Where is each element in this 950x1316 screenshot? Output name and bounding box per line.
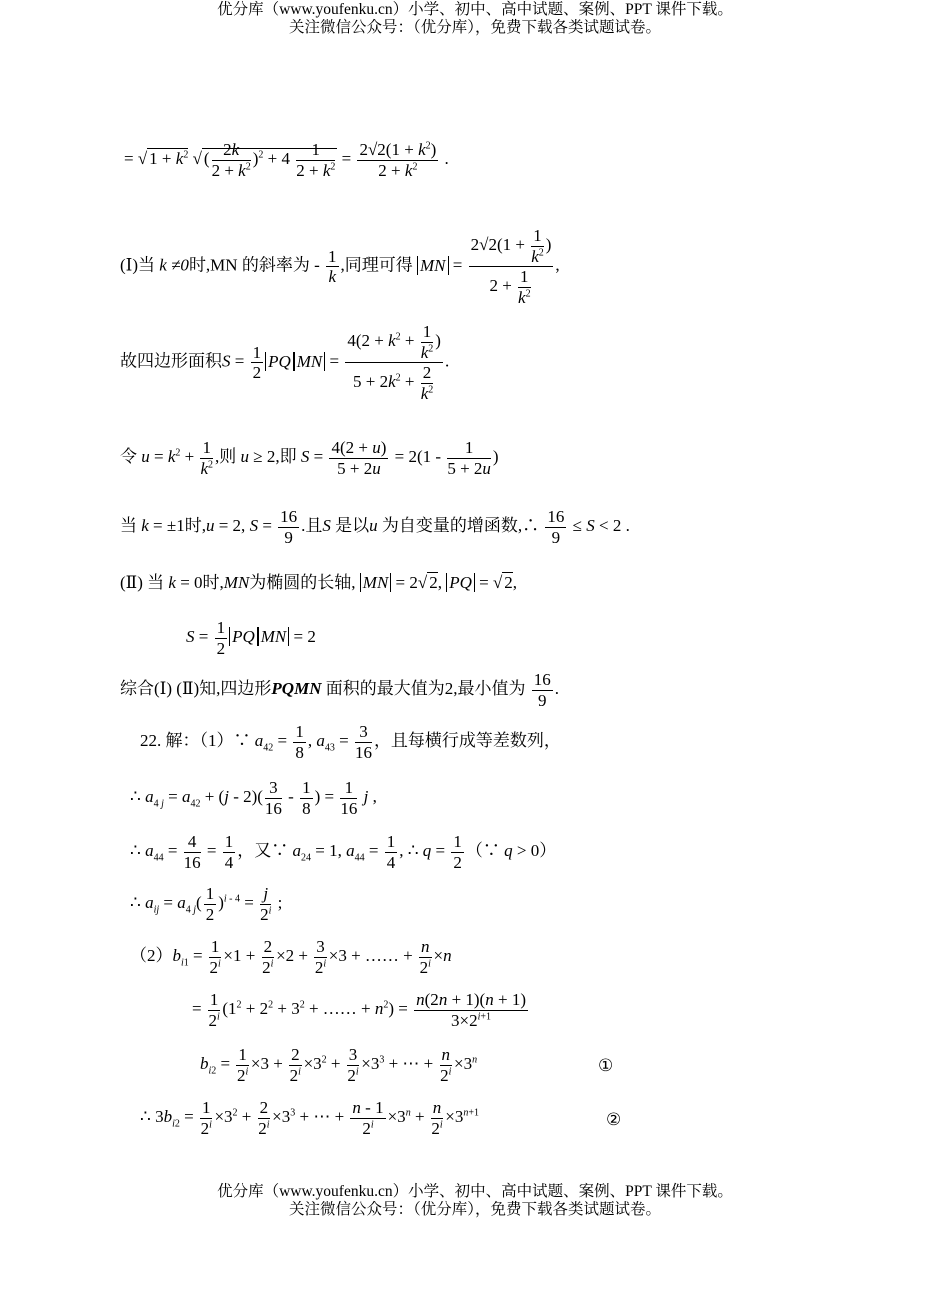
bi2-line: $b_{i2}$ = $\frac{1}{2^i}$ ×3 + $\frac{2}{2^i}$ $\times 3^2$ + $\frac{3}{2^i}$ $\times 3^3$ + ⋯ + $\frac{n}{2^i}$ $\times 3^n$ bbox=[200, 1045, 478, 1085]
case-one-same: ,同理可得 bbox=[340, 255, 413, 275]
summary-line: 综合(Ⅰ) (Ⅱ)知,四边形PQMN 面积的最大值为2,最小值为 $\frac{16}{9}$ . bbox=[120, 670, 559, 710]
when-mid: 时, bbox=[184, 515, 206, 535]
equation-mark-one: ① bbox=[598, 1056, 614, 1075]
area-prefix: 故四边形面积 bbox=[120, 351, 222, 371]
case-two-mid: 时, bbox=[202, 573, 224, 592]
substitution-line: 令 $u = k^2$ + $\frac{1}{k^2}$ ,则 u ≥ 2,即 S = $\frac{4(2 + u)}{5 + 2u}$ = 2(1 - $\frac{1}{5 + 2u}$ ) bbox=[120, 438, 499, 478]
footer-line-2: 关注微信公众号：（优分库），免费下载各类试题试卷。 bbox=[288, 1201, 661, 1218]
s-equals-two-line: S = $\frac{1}{2}$ PQ MN = 2 bbox=[186, 618, 316, 658]
case-one-line: (Ⅰ)当 k ≠0时,MN 的斜率为 - $\frac{1}{k}$ ,同理可得 MN = 2√2(1 + $\frac{1}{k^2}$ ) 2 + $\frac{1}{k^2}$ , bbox=[120, 226, 560, 307]
equation-mn-length: = √ $1 + k^2$ √ ( $\frac{2k}{2 + k^2}$ )$^2$ + 4 $\frac{1}{2 + k^2}$ = $\frac{2√2(1 + k^2)}{2 + k^2}$ . bbox=[124, 140, 449, 180]
case-one-condition: k ≠0 bbox=[159, 255, 189, 275]
and-s-label: .且 bbox=[301, 515, 323, 535]
therefore-symbol: ∴ bbox=[140, 1106, 151, 1126]
increasing-label: 是以 bbox=[335, 515, 370, 535]
therefore-symbol: ∴ bbox=[130, 786, 141, 806]
when-label: 当 bbox=[120, 515, 137, 535]
equation-mark-two: ② bbox=[606, 1110, 622, 1129]
footer-line-1: 优分库（www.youfenku.cn）小学、初中、高中试题、案例、PPT 课件下载。 bbox=[217, 1183, 733, 1200]
summary-mid: 面积的最大值为 bbox=[325, 678, 445, 698]
case-two-prefix: (Ⅱ) 当 bbox=[120, 573, 165, 592]
bi1-line: $(2)b_{i1}$ = $\frac{1}{2^i}$ ×1 + $\frac{2}{2^i}$ ×2 + $\frac{3}{2^i}$ ×3 + …… + $\frac{n}{2^i}$ ×n bbox=[130, 937, 452, 977]
page-header bbox=[0, 1, 950, 37]
aij-line: ∴ $a_{ij} = a_{4 j}$( $\frac{1}{2}$ )$^{i - 4}$ = $\frac{j}{2^i}$ ; bbox=[130, 884, 283, 924]
problem-22-label: 22. 解：（1）∵ bbox=[140, 730, 251, 750]
summary-prefix: 综合(Ⅰ) (Ⅱ)知,四边形 bbox=[120, 678, 272, 698]
case-one-prefix: (Ⅰ)当 bbox=[120, 255, 156, 275]
problem-22-line: 22. 解：（1）∵ $a_{42}$ = $\frac{1}{8}$ , $a_{43}$ = $\frac{3}{16}$ ，且每横行成等差数列， bbox=[140, 722, 561, 762]
therefore-symbol: ∴ bbox=[130, 892, 141, 912]
therefore-symbol: ∴ bbox=[130, 840, 141, 860]
k-equals-one-line: 当 k = ±1时,u = 2, S = $\frac{16}{9}$ .且S 是以u 为自变量的增函数,∴ $\frac{16}{9}$ ≤ S < 2 . bbox=[120, 507, 630, 547]
header-line-2: 关注微信公众号：（优分库），免费下载各类试题试卷。 bbox=[288, 19, 661, 36]
ie-label: ,即 bbox=[275, 446, 297, 466]
because-q-label: （∵ bbox=[465, 840, 500, 860]
a44-line: ∴ $a_{44}$ = $\frac{4}{16}$ = $\frac{1}{4}$ ，又∵ $a_{24} = 1$, $a_{44}$ = $\frac{1}{4}$ , ∴ q = $\frac{1}{2}$ （∵ q > 0） bbox=[130, 832, 557, 872]
part-two-label: （2） bbox=[130, 945, 173, 965]
problem-22-tail: ，且每横行成等差数列， bbox=[373, 730, 561, 750]
header-line-1: 优分库（www.youfenku.cn）小学、初中、高中试题、案例、PPT 课件下载。 bbox=[217, 1, 733, 18]
case-two-line: (Ⅱ) 当 k = 0时,MN为椭圆的长轴, MN = 2√ 2, PQ = √ 2, bbox=[120, 573, 518, 592]
let-label: 令 bbox=[120, 446, 137, 466]
summary-min: ,最小值为 bbox=[453, 678, 526, 698]
bi1-sum-line: = $\frac{1}{2^i}$ ($1^2 + 2^2 + 3^2$ + …… + $n^2$) = $\frac{n(2n + 1)(n + 1)}{3\times 2^{i+1}}$ bbox=[192, 990, 526, 1030]
case-one-mid: 时,MN 的斜率为 bbox=[188, 255, 310, 275]
then-label: ,则 bbox=[215, 446, 237, 466]
case-two-axis: 为椭圆的长轴, bbox=[249, 573, 356, 592]
page-footer bbox=[0, 1183, 950, 1219]
three-bi2-line: ∴ $3b_{i2}$ = $\frac{1}{2^i}$ $\times 3^2$ + $\frac{2}{2^i}$ $\times 3^3$ + ⋯ + $\frac{n - 1}{2^i}$ $\times 3^n$ + $\frac{n}{2^i}$ $\times 3^{n+1}$ bbox=[140, 1098, 480, 1138]
area-formula-line: 故四边形面积S = $\frac{1}{2}$ PQ MN = $4(2 + k^2$ + $\frac{1}{k^2}$ ) $5 + 2k^2$ + $\frac{2}{k^2}$ . bbox=[120, 322, 450, 403]
a4j-line: ∴ $a_{4 j} = a_{42} + (j - 2)$( $\frac{3}{16}$ - $\frac{1}{8}$ ) = $\frac{1}{16}$ j , bbox=[130, 778, 377, 818]
also-because-label: ，又∵ bbox=[237, 840, 289, 860]
increasing-tail: 为自变量的增函数,∴ bbox=[381, 515, 540, 535]
